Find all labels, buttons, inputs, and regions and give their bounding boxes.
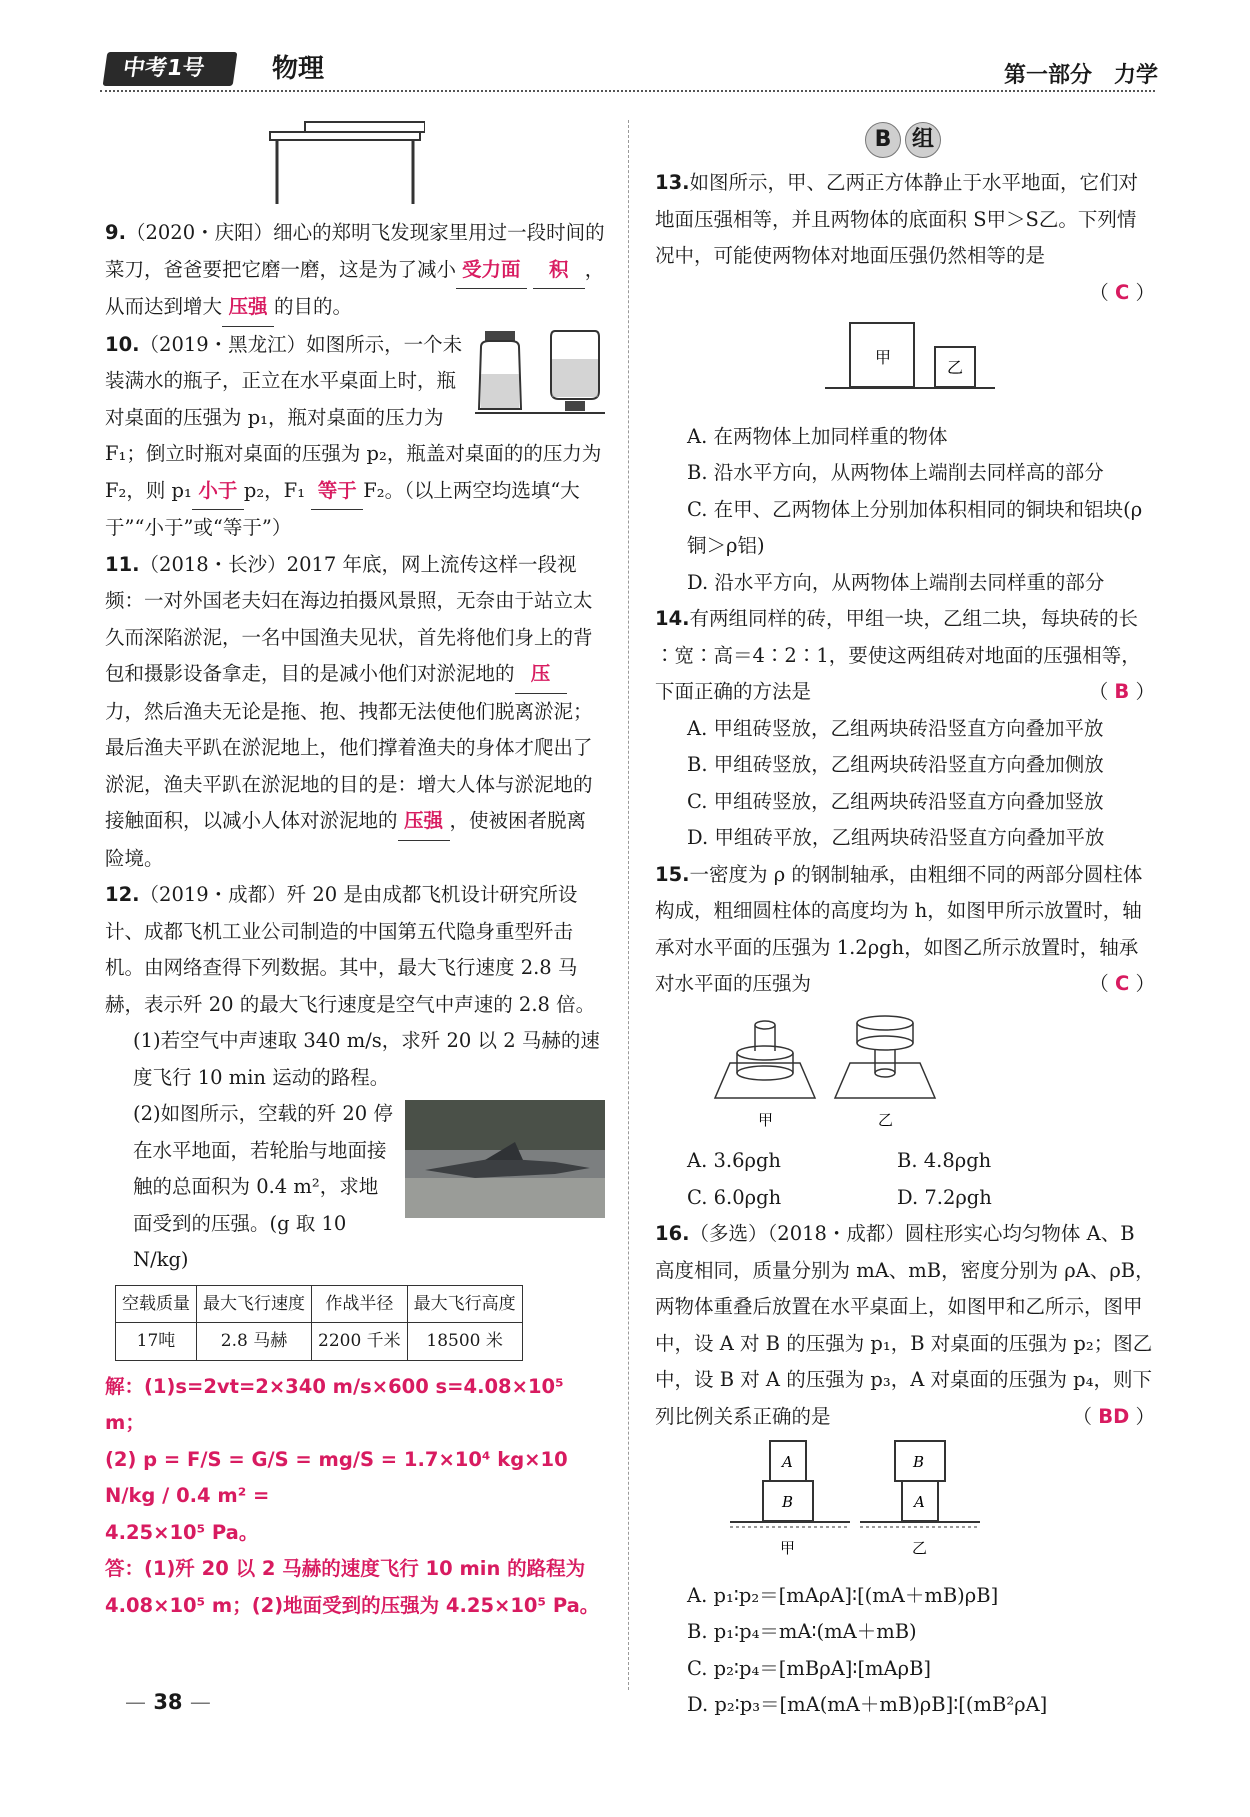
answer-blank: 压 [515,656,567,694]
question-number: 12. [105,883,140,906]
label-jia: 甲 [780,1539,796,1557]
subject-title: 物理 [272,54,325,84]
option-a: A. 在两物体上加同样重的物体 [687,424,948,448]
label-jia: 甲 [758,1110,774,1129]
option-c: C. 在甲、乙两物体上分别加体积相同的铜块和铝块(ρ铜＞ρ铝) [687,497,1143,557]
stacked-blocks-figure [655,1435,1155,1565]
question-text: 有两组同样的砖，甲组一块，乙组二块，每块砖的长∶宽∶高＝4∶2∶1，要使这两组砖对地面的压强相等，下面正确的方法是 [655,607,1141,703]
options-grid [655,1143,1155,1216]
cubes-figure [655,311,1155,406]
answer-blank: 压强 [398,803,450,841]
question-text: （2019・黑龙江）如图所示，一个未装满水的瓶子，正立在水平桌面上时，瓶对桌面的压强为 p₁，瓶对桌面的压力为 F₁；倒立时瓶对桌面的压强为 p₂，瓶盖对桌面的的压力为 F₂，则 p₁ [105,332,602,502]
question-11 [105,547,605,878]
label-yi: 乙 [947,358,964,377]
question-text: F₂。（以上两空均选填“大于”“小于”或“等于”） [105,478,580,539]
table-header: 最大飞行速度 [197,1285,312,1323]
question-number: 11. [105,552,140,576]
label-b: B [782,1493,794,1511]
question-text: 力，然后渔夫无论是拖、抱、拽都无法使他们脱离淤泥；最后渔夫平趴在淤泥地上，他们撑着渔夫的身体才爬出了淤泥，渔夫平趴在淤泥地的目的是：增大人体与淤泥地的接触面积，以减小人体对淤泥地的 [105,699,593,832]
book-badge: 中考1号 [103,52,238,86]
answer-paren: （ C ） [1089,280,1155,304]
solution-line-2: (2) p = F/S = G/S = mg/S = 1.7×10⁴ kg×10 N/kg / 0.4 m² = [105,1447,568,1507]
table-figure [265,118,425,208]
question-16 [655,1216,1155,1724]
answer-blank: 受力面 [456,252,527,290]
sub-question-1: (1)若空气中声速取 340 m/s，求歼 20 以 2 马赫的速度飞行 10 min 运动的路程。 [133,1029,600,1089]
option-d: D. p₂∶p₃＝[mA(mA＋mB)ρB]∶[(mB²ρA] [687,1693,1048,1716]
bearing-figure [655,1003,1155,1131]
option-d: D. 沿水平方向，从两物体上端削去同样重的部分 [687,570,1105,594]
table-cell: 2200 千米 [312,1323,408,1361]
option-a: A. p₁∶p₂＝[mAρA]∶[(mA＋mB)ρB] [687,1583,999,1607]
option-b: B. 4.8ρgh [897,1149,992,1172]
label-a: A [782,1453,793,1471]
table-cell: 2.8 马赫 [197,1323,312,1361]
label-yi: 乙 [912,1539,928,1557]
answer-blank: 小于 [192,473,244,511]
solution-line-3: 4.25×10⁵ Pa。 [105,1520,259,1544]
label-b: B [913,1453,925,1471]
group-letter: B [865,122,901,158]
question-text: 如图所示，甲、乙两正方体静止于水平地面，它们对地面压强相等，并且两物体的底面积 S甲＞S乙。下列情况中，可能使两物体对地面压强仍然相等的是 [655,171,1139,267]
column-divider [628,120,629,1690]
question-10 [105,327,605,547]
answer-paren: （ B ） [1088,680,1155,703]
jet-photo [405,1100,605,1218]
question-text: 的目的。 [274,295,353,318]
section-title: 第一部分 力学 [1003,63,1158,88]
left-column [105,215,605,1624]
table-cell: 17吨 [116,1323,197,1361]
answer-blank: 等于 [311,473,363,511]
question-text: ，使被困者脱离险境。 [105,809,587,870]
question-13 [655,165,1155,601]
sub-question-2: (2)如图所示，空载的歼 20 停在水平地面，若轮胎与地面接触的总面积为 0.4 m²，求地面受到的压强。(g 取 10 N/kg) [133,1102,393,1271]
answer-paren: （ BD ） [1072,1404,1155,1428]
question-text: ，从而达到增大 [105,257,605,318]
answer-paren: （ C ） [1089,972,1155,995]
option-c: C. p₂∶p₄＝[mBρA]∶[mAρB] [687,1656,932,1680]
answer-blank: 积 [533,252,585,290]
answer-blank: 压强 [222,289,274,327]
right-column [655,165,1155,1724]
label-jia: 甲 [875,348,892,367]
question-text: （2020・庆阳）细心的郑明飞发现家里用过一段时间的菜刀，爸爸要把它磨一磨，这是为了减小 [105,221,605,281]
question-9 [105,215,605,327]
table-header: 空载质量 [116,1285,197,1323]
question-number: 9. [105,221,126,244]
option-b: B. 甲组砖竖放，乙组两块砖沿竖直方向叠加侧放 [687,753,1104,776]
label-a: A [914,1493,925,1511]
question-text: 一密度为 ρ 的钢制轴承，由粗细不同的两部分圆柱体构成，粗细圆柱体的高度均为 h，如图甲所示放置时，轴承对水平面的压强为 1.2ρgh，如图乙所示放置时，轴承对水平面的压强为 [655,862,1143,995]
table-header: 最大飞行高度 [407,1285,522,1323]
option-a: A. 3.6ρgh [687,1149,781,1172]
question-12 [105,877,605,1624]
table-header: 作战半径 [312,1285,408,1323]
choice-answer: BD [1098,1404,1130,1428]
header-divider [100,90,1155,92]
question-text: p₂，F₁ [243,478,306,502]
jet-data-table [115,1285,523,1361]
table-cell: 18500 米 [407,1323,522,1361]
question-text: （多选）（2018・成都）圆柱形实心均匀物体 A、B 高度相同，质量分别为 mA、mB，密度分别为 ρA、ρB，两物体重叠后放置在水平桌面上，如图甲和乙所示，图甲中，设 A 对 B 的压强为 p₁，B 对桌面的压强为 p₂；图乙中，设 B 对 A 的压强为 p₃，A 对桌面的压强为 p₄，则下列比例关系正确的是 [655,1222,1155,1428]
option-a: A. 甲组砖竖放，乙组两块砖沿竖直方向叠加平放 [687,716,1104,740]
question-15 [655,857,1155,1217]
bottle-figure [475,329,605,419]
choice-answer: C [1114,972,1130,995]
question-text: （2019・成都）歼 20 是由成都飞机设计研究所设计、成都飞机工业公司制造的中国第五代隐身重型歼击机。由网络查得下列数据。其中，最大飞行速度 2.8 马赫，表示歼 20 的最大飞行速度是空气中声速的 2.8 倍。 [105,883,596,1016]
solution-line-1: 解：(1)s=2vt=2×340 m/s×600 s=4.08×10⁵ m； [105,1374,564,1434]
page-number-value: 38 [153,1690,183,1714]
question-number: 13. [655,171,690,194]
page-number: — 38 — [125,1690,211,1714]
group-badge [865,122,945,158]
option-d: D. 7.2ρgh [897,1185,992,1209]
option-b: B. 沿水平方向，从两物体上端削去同样高的部分 [687,461,1104,484]
question-text: （2018・长沙）2017 年底，网上流传这样一段视频：一对外国老夫妇在海边拍摄风景照，无奈由于站立太久而深陷淤泥，一名中国渔夫见状，首先将他们身上的背包和摄影设备拿走，目的是减小他们对淤泥地的 [105,552,593,685]
option-b: B. p₁∶p₄＝mA∶(mA＋mB) [687,1620,917,1643]
option-c: C. 6.0ρgh [687,1185,782,1209]
choice-answer: B [1114,680,1130,703]
question-number: 10. [105,332,140,356]
choice-answer: C [1114,280,1130,304]
group-word: 组 [905,122,941,158]
option-c: C. 甲组砖竖放，乙组两块砖沿竖直方向叠加竖放 [687,789,1104,813]
question-number: 15. [655,862,690,886]
question-number: 16. [655,1222,690,1245]
question-14 [655,601,1155,857]
solution-answer: 答：(1)歼 20 以 2 马赫的速度飞行 10 min 的路程为 4.08×10⁵ m；(2)地面受到的压强为 4.25×10⁵ Pa。 [105,1557,600,1617]
option-d: D. 甲组砖平放，乙组两块砖沿竖直方向叠加平放 [687,826,1105,849]
label-yi: 乙 [878,1110,894,1129]
question-number: 14. [655,607,690,630]
